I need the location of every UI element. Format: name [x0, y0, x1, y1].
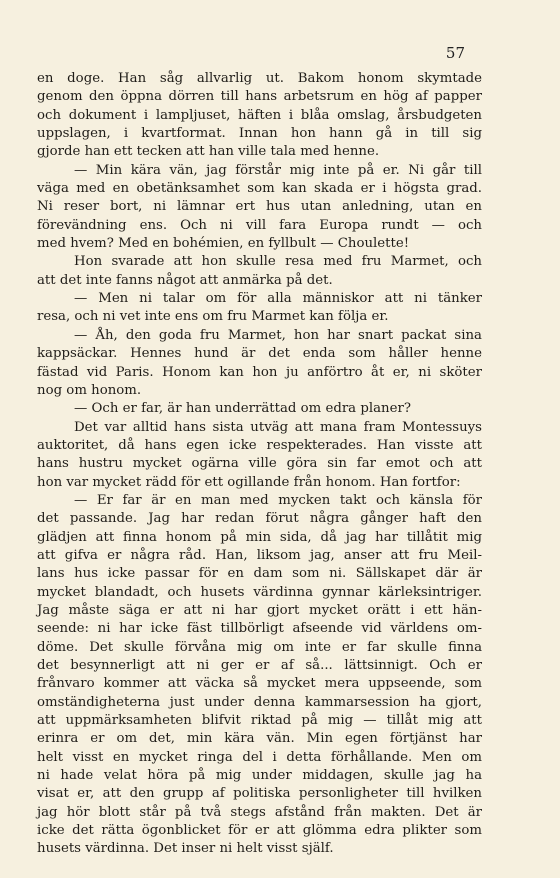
text-line: mycket blandadt, och husets värdinna gynnar kärleksintriger.	[37, 584, 482, 600]
text-line: husets värdinna. Det inser ni helt visst själf.	[37, 841, 334, 857]
text-line: att uppmärksamheten blifvit riktad på mig — tillåt mig att	[37, 713, 482, 729]
text-line: Ni reser bort, ni lämnar ert hus utan anledning, utan en	[37, 199, 482, 215]
text-line: och dokument i lampljuset, häften i blåa omslag, årsbudgeten	[37, 107, 482, 123]
text-line: uppslagen, i kvartformat. Innan hon hann gå in till sig	[37, 126, 482, 142]
text-line: att gifva er några råd. Han, liksom jag, anser att fru Meil-	[37, 547, 482, 563]
text-line: det passande. Jag har redan förut några gånger haft den	[37, 511, 482, 527]
text-line: — Men ni talar om för alla människor att ni tänker	[74, 291, 482, 307]
text-line: — Er far är en man med mycken takt och känsla för	[74, 492, 482, 508]
body-text	[37, 70, 482, 859]
text-line: auktoritet, då hans egen icke respekterades. Han visste att	[37, 437, 482, 453]
text-line: Hon svarade att hon skulle resa med fru Marmet, och	[74, 254, 482, 270]
text-line: att det inte fanns något att anmärka på det.	[37, 272, 333, 288]
text-line: det besynnerligt att ni ger er af så... lättsinnigt. Och er	[37, 658, 482, 673]
text-line: lans hus icke passar för en dam som ni. Sällskapet där är	[37, 566, 482, 582]
text-line: fästad vid Paris. Honom kan hon ju anförtro åt er, ni sköter	[37, 364, 482, 380]
text-line: Jag måste säga er att ni har gjort mycket orätt i ett hän-	[37, 602, 482, 618]
text-line: en doge. Han såg allvarlig ut. Bakom honom skymtade	[37, 71, 482, 86]
text-line: hon var mycket rädd för ett ogillande från honom. Han fortfor:	[37, 474, 461, 490]
text-line: — Min kära vän, jag förstår mig inte på er. Ni går till	[74, 162, 482, 178]
text-line: döme. Det skulle förvåna mig om inte er far skulle finna	[37, 639, 482, 655]
text-line: glädjen att finna honom på min sida, då jag har tillåtit mig	[37, 529, 482, 545]
text-line: med hvem? Med en bohémien, en fyllbult — Choulette!	[37, 236, 410, 252]
text-line: genom den öppna dörren till hans arbetsrum en hög af papper	[37, 89, 482, 105]
text-line: gjorde han ett tecken att han ville tala med henne.	[37, 144, 380, 160]
text-line: omständigheterna just under denna kammarsession ha gjort,	[37, 694, 482, 710]
text-line: hans hustru mycket ogärna ville göra sin far emot och att	[37, 456, 482, 472]
text-line: kappsäckar. Hennes hund är det enda som håller henne	[37, 346, 482, 362]
text-line: ni hade velat höra på mig under middagen, skulle jag ha	[37, 768, 482, 784]
text-line: — Åh, den goda fru Marmet, hon har snart packat sina	[74, 327, 482, 343]
text-line: Det var alltid hans sista utväg att mana fram Montessuys	[74, 419, 482, 435]
text-line: resa, och ni vet inte ens om fru Marmet kan följa er.	[37, 309, 389, 325]
text-line: väga med en obetänksamhet som kan skada er i högsta grad.	[37, 181, 482, 197]
text-line: frånvaro kommer att väcka så mycket mera uppseende, som	[37, 676, 482, 692]
text-line: seende: ni har icke fäst tillbörligt afseende vid världens om-	[37, 621, 482, 637]
text-line: nog om honom.	[37, 382, 142, 398]
text-line: erinra er om det, min kära vän. Min egen förtjänst har	[37, 731, 482, 747]
page-number: 57	[445, 44, 465, 62]
text-line: förevändning ens. Och ni vill fara Europa rundt — och	[37, 217, 482, 233]
text-line: — Och er far, är han underrättad om edra planer?	[74, 401, 411, 417]
text-line: helt visst en mycket ringa del i detta förhållande. Men om	[37, 749, 482, 765]
text-line: icke det rätta ögonblicket för er att glömma edra plikter som	[37, 823, 482, 839]
text-line: visat er, att den grupp af politiska personligheter till hvilken	[37, 786, 482, 802]
text-line: jag hör blott står på två stegs afstånd från makten. Det är	[37, 804, 482, 820]
